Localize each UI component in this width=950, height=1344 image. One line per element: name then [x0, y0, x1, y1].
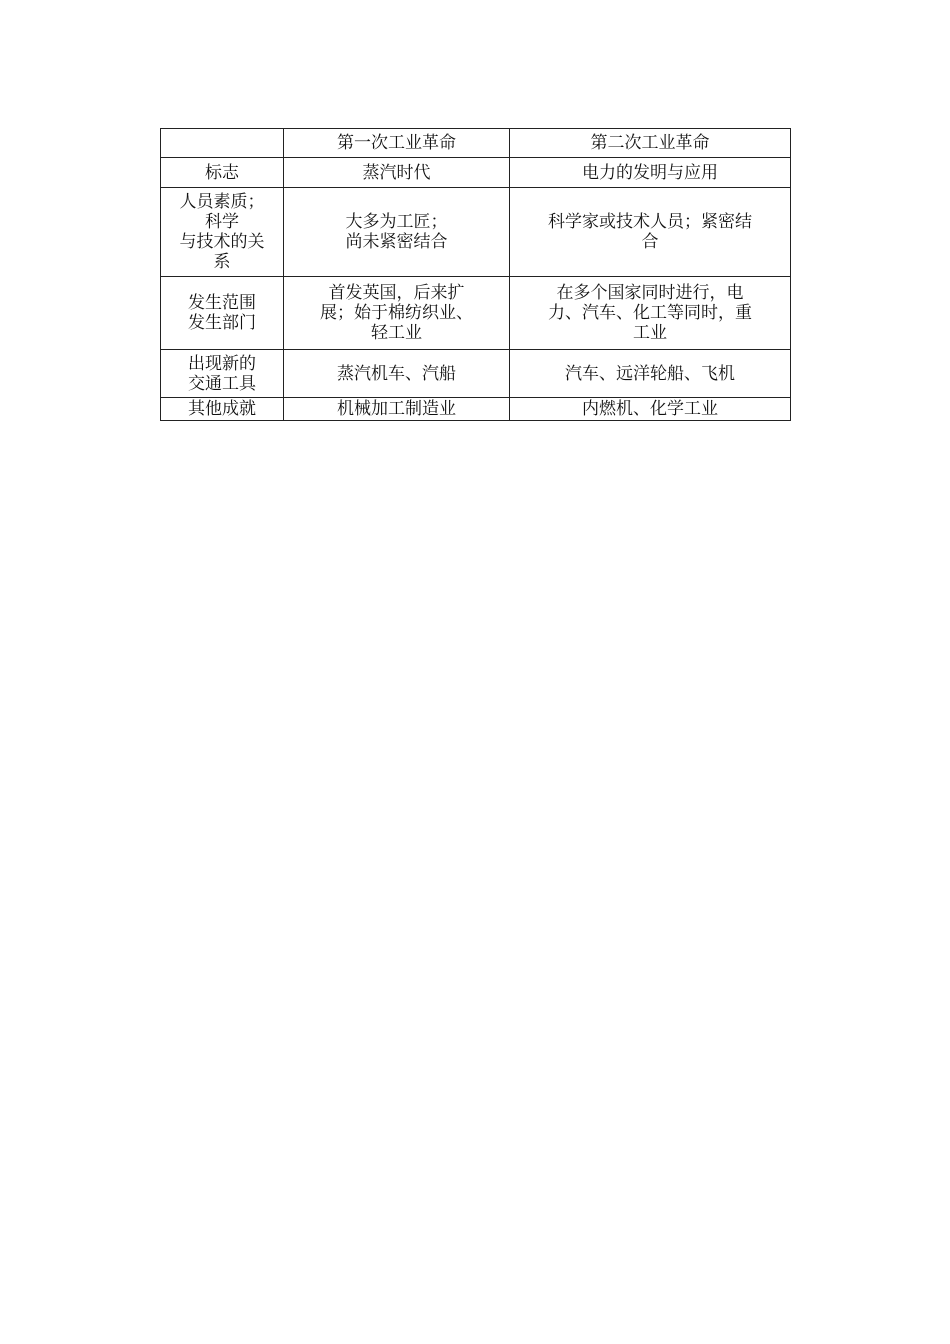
- row-label-cell: 出现新的 交通工具: [161, 350, 284, 398]
- header-cell-first-revolution: 第一次工业革命: [284, 129, 510, 158]
- table-row: [161, 350, 791, 398]
- row-label-cell: 人员素质； 科学 与技术的关 系: [161, 188, 284, 277]
- row-label-cell: 其他成就: [161, 398, 284, 421]
- table-cell: 内燃机、化学工业: [510, 398, 791, 421]
- table-row: [161, 398, 791, 421]
- table-cell: 机械加工制造业: [284, 398, 510, 421]
- table-cell: 电力的发明与应用: [510, 158, 791, 188]
- table-cell: 大多为工匠； 尚未紧密结合: [284, 188, 510, 277]
- row-label-cell: 标志: [161, 158, 284, 188]
- table-cell: 蒸汽时代: [284, 158, 510, 188]
- industrial-revolution-comparison-table: [160, 128, 791, 421]
- table-row: [161, 158, 791, 188]
- table-cell: 在多个国家同时进行，电 力、汽车、化工等同时，重 工业: [510, 277, 791, 350]
- table-cell: 蒸汽机车、汽船: [284, 350, 510, 398]
- table-cell: 科学家或技术人员；紧密结 合: [510, 188, 791, 277]
- table-header-row: [161, 129, 791, 158]
- header-cell-corner: [161, 129, 284, 158]
- header-cell-second-revolution: 第二次工业革命: [510, 129, 791, 158]
- table-cell: 首发英国，后来扩 展；始于棉纺织业、 轻工业: [284, 277, 510, 350]
- table-cell: 汽车、远洋轮船、飞机: [510, 350, 791, 398]
- row-label-cell: 发生范围 发生部门: [161, 277, 284, 350]
- table-row: [161, 188, 791, 277]
- table-row: [161, 277, 791, 350]
